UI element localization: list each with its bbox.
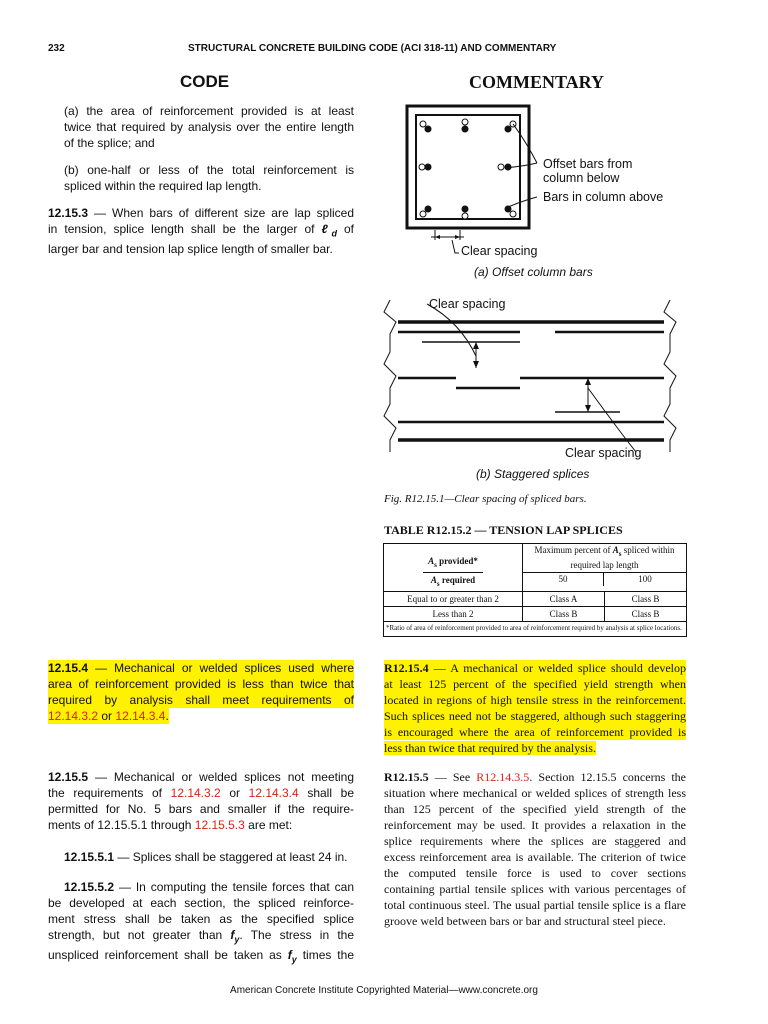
ld-subscript: d bbox=[331, 228, 337, 239]
section-number: 12.15.3 bbox=[48, 206, 89, 220]
table-title: TABLE R12.15.2 — TENSION LAP SPLICES bbox=[384, 523, 623, 537]
table-header-100: 100 bbox=[638, 573, 652, 584]
running-title: STRUCTURAL CONCRETE BUILDING CODE (ACI 318-11) AND COMMENTARY bbox=[188, 43, 557, 54]
table-header-max-percent: Maximum percent of $A_s$ spliced within required lap length bbox=[523, 544, 686, 573]
section-number: 12.15.5.1 bbox=[64, 850, 115, 864]
text-line: of the splice; and bbox=[64, 136, 155, 150]
caption-offset-column-bars: (a) Offset column bars bbox=[474, 265, 593, 279]
page-number: 232 bbox=[48, 43, 65, 54]
reference-link[interactable]: 12.15.5.3 bbox=[194, 818, 245, 832]
section-number: 12.15.5 bbox=[48, 770, 89, 784]
break-line-left bbox=[384, 300, 396, 452]
section-12-15-3 bbox=[48, 205, 354, 257]
reference-link[interactable]: 12.14.3.4 bbox=[248, 786, 299, 800]
code-item-b bbox=[64, 162, 354, 194]
commentary-r12-15-5: R12.15.5 — See R12.14.3.5. Section 12.15.5 concerns the situation where mechanical or welded splices of strength less than 125 percent of the specified yield strength of the reinforcement may be used. It provides a relaxation in the splice requirements where the splices are staggered and excess reinforcement area is available. The criterion of twice the computed tensile force is used to cover sections containing partial tensile splices with various percentages of total continuous steel. The usual partial tensile splice is a flare groove weld between bars or bar and structural steel piece. bbox=[384, 770, 686, 928]
section-12-15-4: 12.15.4 — Mechanical or welded splices used where area of reinforcement provided is less than twice that required by analysis shall meet requirements of bbox=[48, 661, 354, 707]
reference-link[interactable]: 12.14.3.2 bbox=[170, 786, 221, 800]
reference-link[interactable]: R12.14.3.5 bbox=[476, 770, 530, 784]
label-bars-in-column-above: Bars in column above bbox=[543, 190, 664, 204]
commentary-r12-15-4: R12.15.4 — A mechanical or welded splice should develop at least 125 percent of the specified yield strength when located in regions of high tensile stress in the reinforcement. Such splices need not be staggered, although such staggering is encouraged where the area of reinforcement provided is less than twice that required by the analysis. bbox=[384, 661, 686, 755]
fy-symbol: f bbox=[230, 928, 235, 942]
offset-bars-from-column-below bbox=[419, 119, 516, 219]
text-line: twice that required by analysis over the entire length bbox=[64, 120, 354, 134]
caption-staggered-splices: (b) Staggered splices bbox=[476, 467, 590, 481]
text-line: larger bar and tension lap splice length of smaller bar. bbox=[48, 242, 333, 257]
text-line: (a) the area of reinforcement provided is at least bbox=[64, 104, 354, 118]
text-line: of bbox=[336, 222, 354, 236]
figure-staggered-splices bbox=[380, 292, 690, 467]
leader-line bbox=[427, 304, 476, 356]
fy-symbol: f bbox=[287, 948, 292, 963]
label-clear-spacing-bottom: Clear spacing bbox=[565, 446, 642, 460]
tension-lap-splice-table bbox=[383, 543, 687, 637]
code-item-a bbox=[64, 103, 354, 151]
section-12-15-5-2: 12.15.5.2 — In computing the tensile forces that can be developed at each section, the spliced reinforce- ment stress shall be taken as the specified splice strength, but not greater than $f_y$. The stress in the unspliced reinforcement shall be taken as $f_y$ times the bbox=[48, 880, 355, 965]
text-line: in tension, splice length shall be the larger of bbox=[48, 222, 322, 236]
reference-link[interactable]: 12.14.3.4 bbox=[115, 709, 166, 723]
section-12-15-5-1: 12.15.5.1 — Splices shall be staggered at least 24 in. bbox=[64, 850, 348, 864]
table-header-ratio: $A_s$ provided* $A_s$ required bbox=[384, 544, 523, 591]
label-offset-bars: Offset bars from column below bbox=[543, 157, 633, 185]
section-12-15-4-refs: 12.14.3.2 or 12.14.3.4. bbox=[48, 709, 169, 723]
section-number: 12.15.4 bbox=[48, 661, 89, 675]
leader-line bbox=[513, 124, 537, 163]
table-header-50: 50 bbox=[523, 573, 604, 586]
figure-caption: Fig. R12.15.1—Clear spacing of spliced bars. bbox=[384, 493, 587, 505]
section-12-15-5: 12.15.5 — Mechanical or welded splices not meeting the requirements of 12.14.3.2 or 12.14.3.4 shall be permitted for No. 5 bars and smaller if the require- ments of 12.15.5.1 through 12.15.5.3 are met: bbox=[48, 770, 354, 832]
table-footnote: *Ratio of area of reinforcement provided to area of reinforcement required by analysis at splice locations. bbox=[386, 623, 682, 632]
break-line-right bbox=[664, 300, 676, 452]
reference-link[interactable]: 12.14.3.2 bbox=[48, 709, 99, 723]
code-column-heading: CODE bbox=[180, 72, 230, 91]
label-clear-spacing-a: Clear spacing bbox=[461, 244, 538, 258]
text-line: — When bars of different size are lap spliced bbox=[88, 206, 354, 220]
leader-line bbox=[588, 388, 636, 452]
text-line: (b) one-half or less of the total reinforcement is bbox=[64, 163, 354, 177]
label-clear-spacing-top: Clear spacing bbox=[429, 297, 506, 311]
text-line: spliced within the required lap length. bbox=[64, 179, 262, 193]
section-number: R12.15.4 bbox=[384, 661, 429, 675]
section-number: R12.15.5 bbox=[384, 770, 429, 784]
table-row: Less than 2 Class B Class B bbox=[384, 607, 686, 622]
ld-symbol: ℓ bbox=[321, 222, 332, 236]
leader-line bbox=[452, 240, 459, 253]
footer-copyright: American Concrete Institute Copyrighted Material—www.concrete.org bbox=[230, 985, 538, 996]
section-number: 12.15.5.2 bbox=[64, 880, 115, 894]
table-row: Equal to or greater than 2 Class A Class B bbox=[384, 592, 686, 607]
leader-line bbox=[508, 197, 537, 207]
commentary-column-heading: COMMENTARY bbox=[469, 72, 605, 92]
